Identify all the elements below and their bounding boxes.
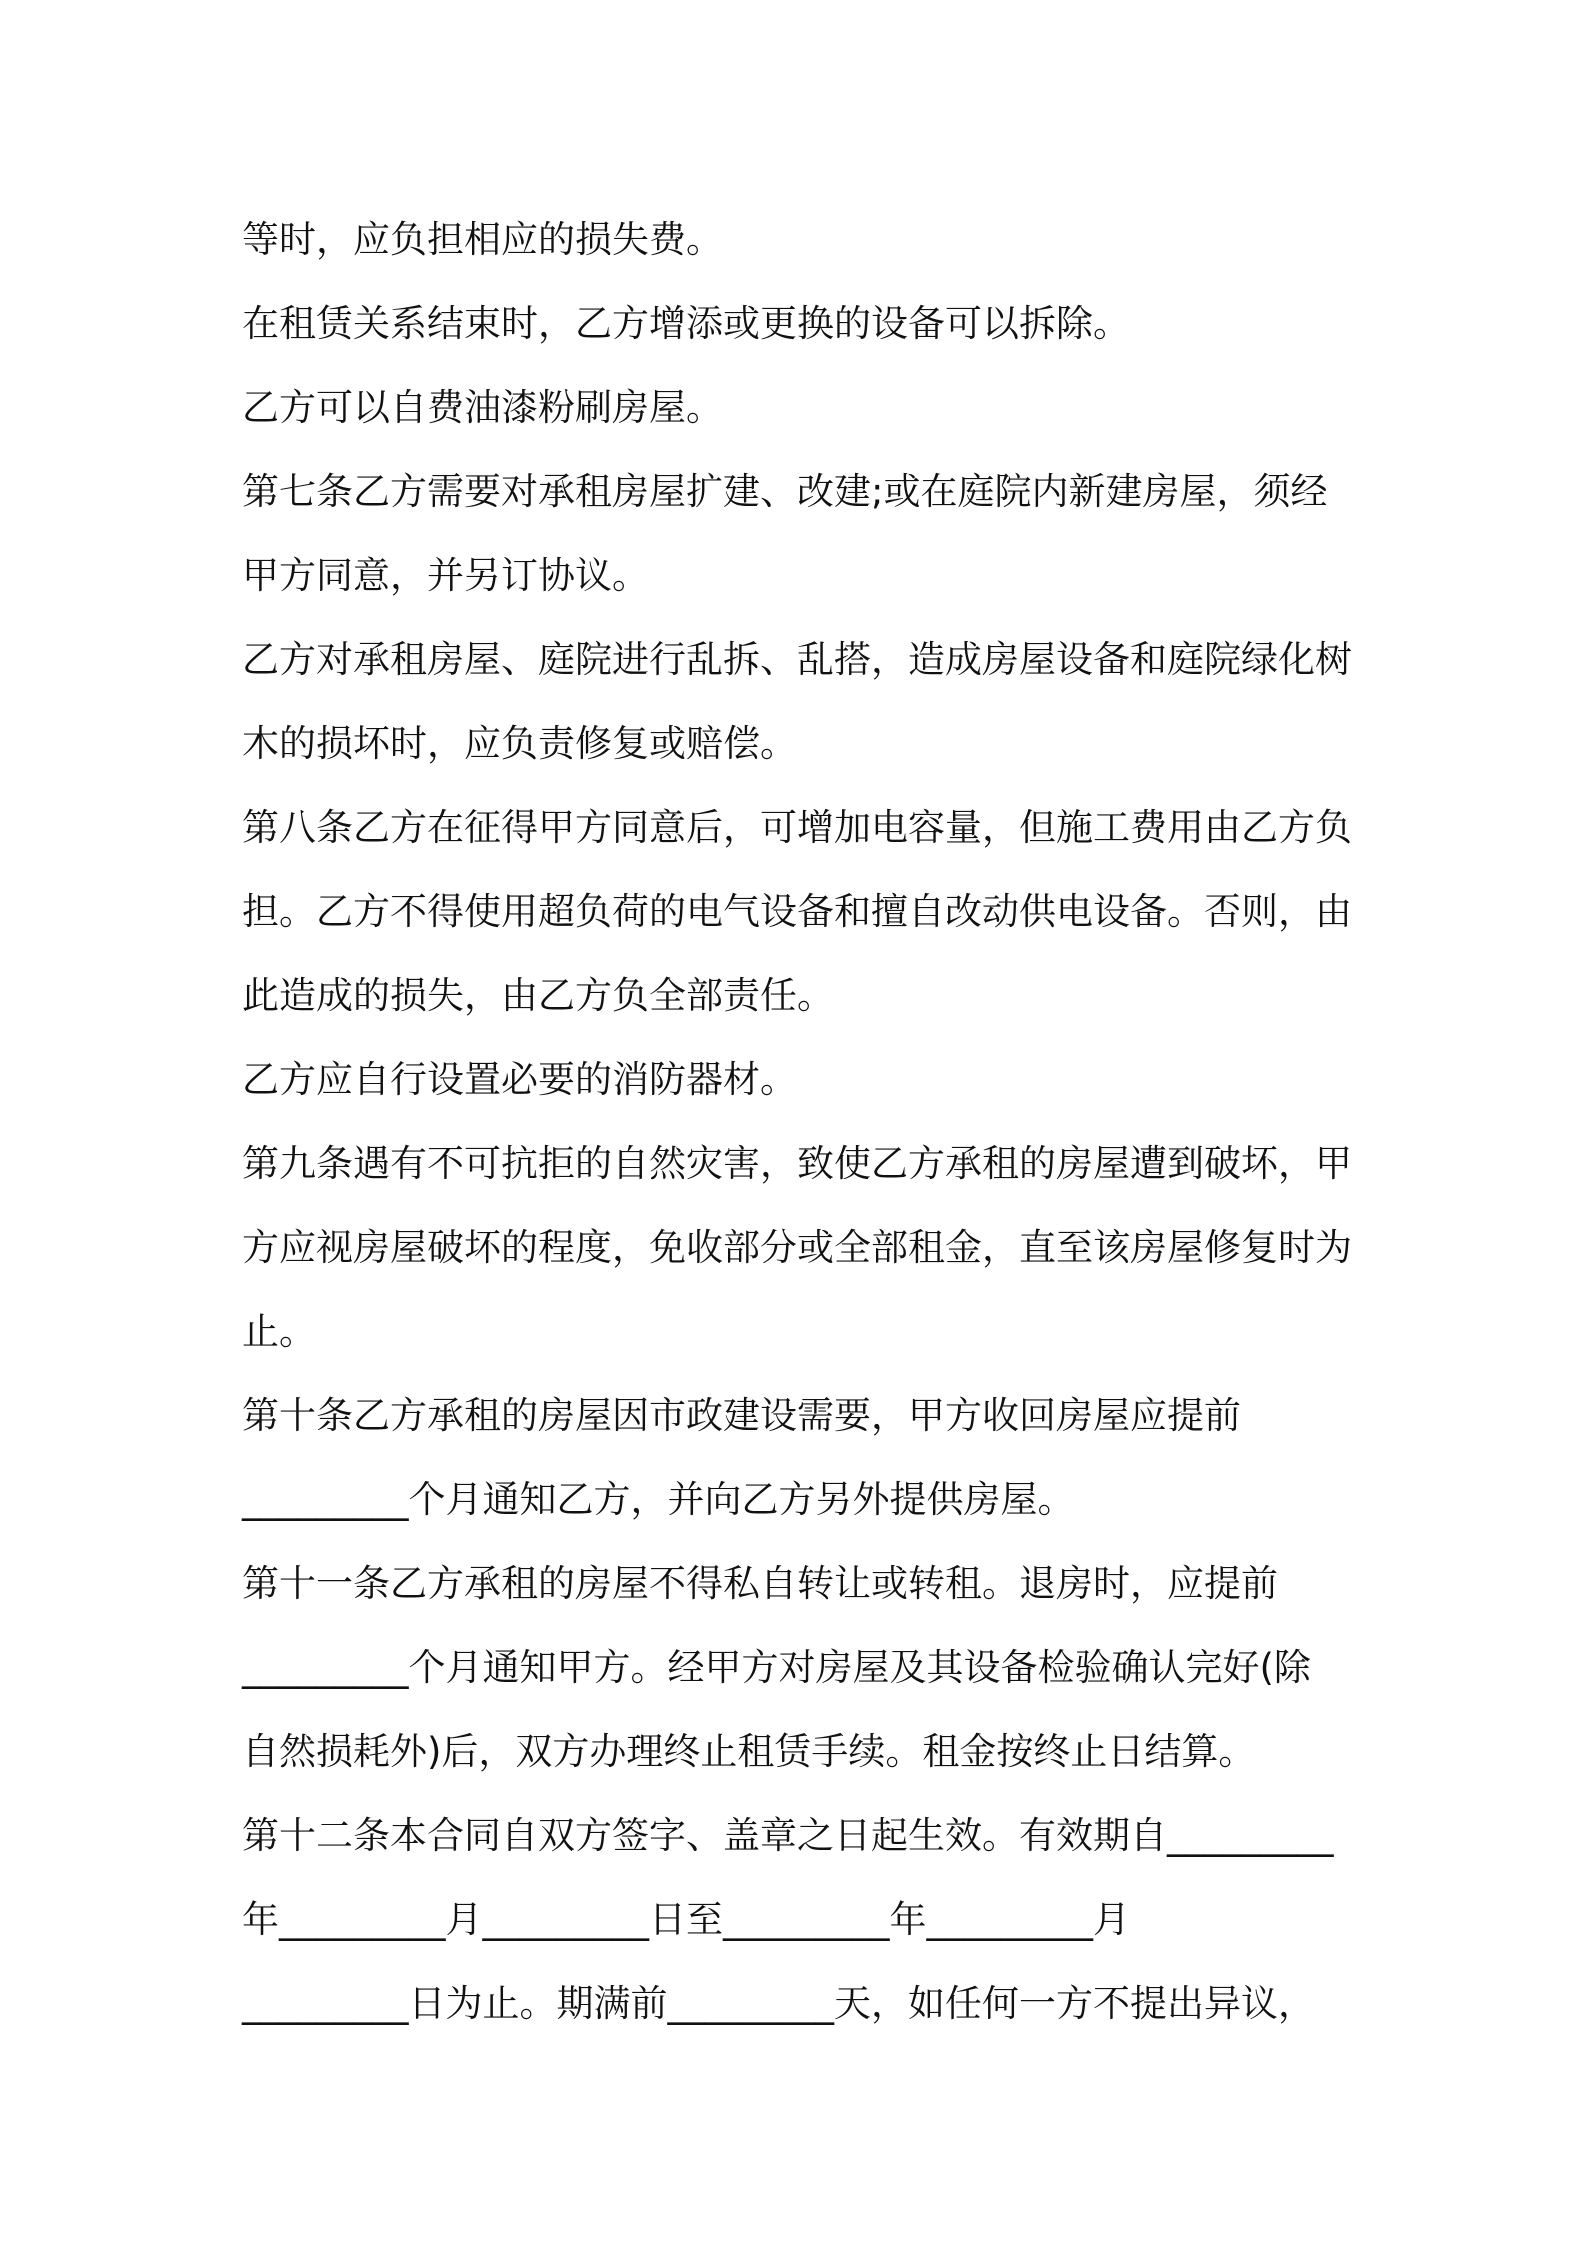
text-line: 第九条遇有不可抗拒的自然灾害，致使乙方承租的房屋遭到破坏，甲 [242, 1142, 1352, 1185]
text-line: 等时，应负担相应的损失费。 [242, 218, 723, 261]
text-line: 乙方可以自费油漆粉刷房屋。 [242, 386, 723, 429]
text-line: 乙方应自行设置必要的消防器材。 [242, 1058, 797, 1101]
text-line: 第十一条乙方承租的房屋不得私自转让或转租。退房时，应提前 [242, 1562, 1278, 1605]
text-line: 乙方对承租房屋、庭院进行乱拆、乱搭，造成房屋设备和庭院绿化树 [242, 638, 1352, 681]
text-line: 止。 [242, 1310, 316, 1353]
text-line: _________个月通知乙方，并向乙方另外提供房屋。 [242, 1478, 1075, 1521]
text-line: 木的损坏时，应负责修复或赔偿。 [242, 722, 797, 765]
text-line: 年_________月_________日至_________年_________月 [242, 1898, 1130, 1941]
text-line: 第七条乙方需要对承租房屋扩建、改建;或在庭院内新建房屋，须经 [242, 470, 1328, 513]
text-line: _________个月通知甲方。经甲方对房屋及其设备检验确认完好(除 [242, 1646, 1311, 1689]
text-line: 在租赁关系结束时，乙方增添或更换的设备可以拆除。 [242, 302, 1130, 345]
text-line: 方应视房屋破坏的程度，免收部分或全部租金，直至该房屋修复时为 [242, 1226, 1352, 1269]
text-line: 此造成的损失，由乙方负全部责任。 [242, 974, 834, 1017]
text-line: 甲方同意，并另订协议。 [242, 554, 649, 597]
text-line: 担。乙方不得使用超负荷的电气设备和擅自改动供电设备。否则，由 [242, 890, 1352, 933]
text-line: _________日为止。期满前_________天，如任何一方不提出异议， [242, 1982, 1315, 2025]
text-line: 第八条乙方在征得甲方同意后，可增加电容量，但施工费用由乙方负 [242, 806, 1352, 849]
text-line: 第十二条本合同自双方签字、盖章之日起生效。有效期自_________ [242, 1814, 1334, 1857]
document-body [242, 198, 1362, 2046]
text-line: 自然损耗外)后，双方办理终止租赁手续。租金按终止日结算。 [242, 1730, 1256, 1773]
text-line: 第十条乙方承租的房屋因市政建设需要，甲方收回房屋应提前 [242, 1394, 1241, 1437]
